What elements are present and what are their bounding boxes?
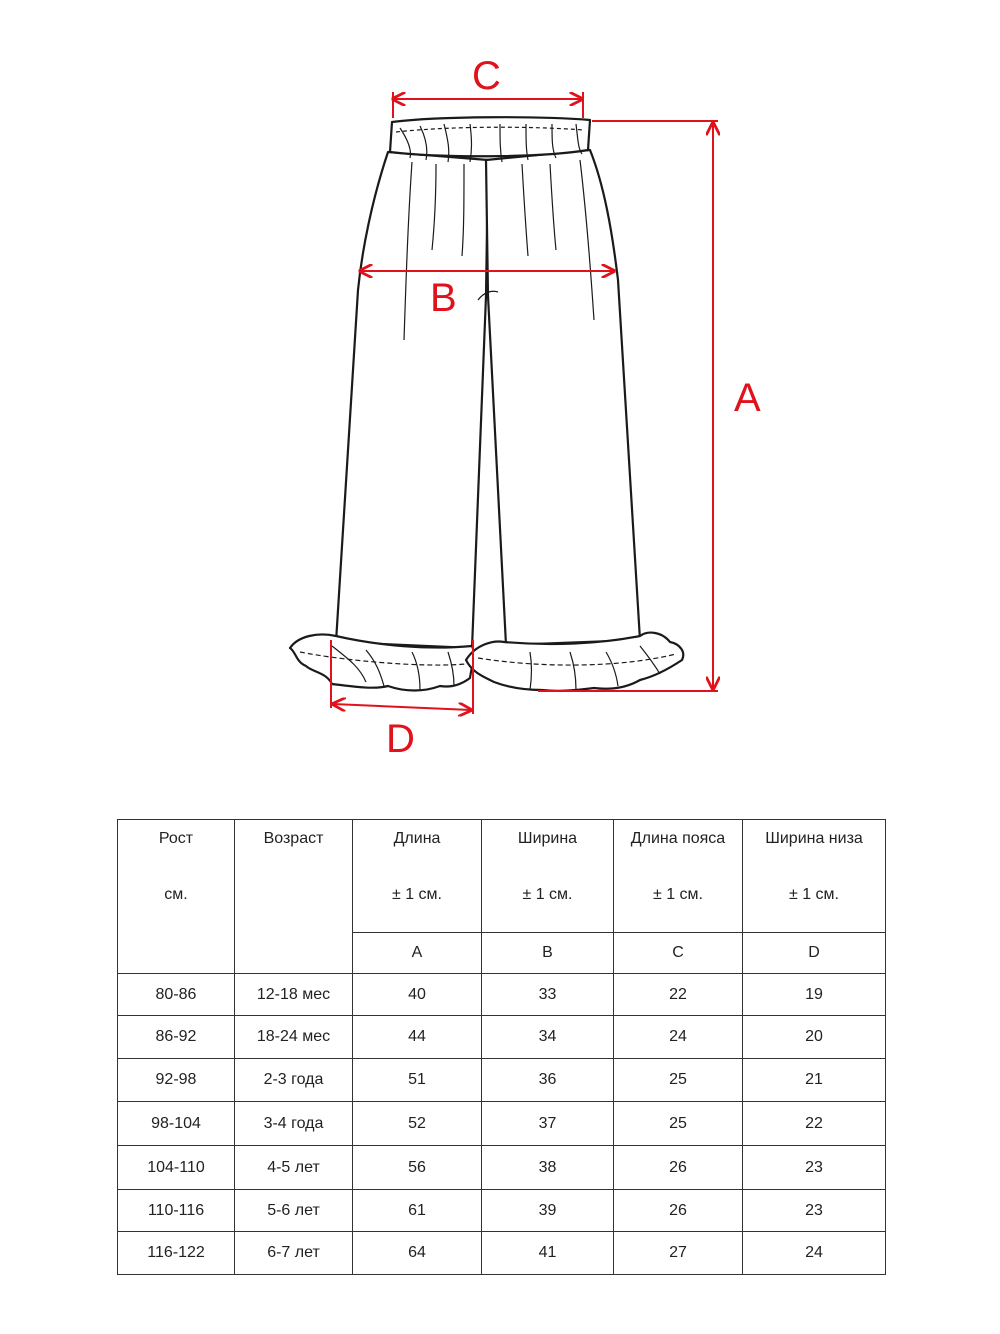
dimension-d-line [333, 704, 471, 710]
cell-height: 104-110 [118, 1146, 235, 1190]
cell-bottom-d: 23 [743, 1190, 886, 1232]
cell-bottom-d: 19 [743, 974, 886, 1016]
table-row [118, 1016, 886, 1059]
table-row [118, 974, 886, 1016]
cell-bottom-d: 21 [743, 1059, 886, 1102]
cell-age: 18-24 мес [235, 1016, 353, 1059]
cell-width-b: 39 [482, 1190, 614, 1232]
cell-bottom-d: 20 [743, 1016, 886, 1059]
cell-width-b: 36 [482, 1059, 614, 1102]
cell-length-a: 51 [353, 1059, 482, 1102]
cell-width-b: 37 [482, 1102, 614, 1146]
header-letter-a: A [353, 933, 482, 974]
header-letter-c: C [614, 933, 743, 974]
cell-height: 116-122 [118, 1232, 235, 1275]
cell-waist-c: 24 [614, 1016, 743, 1059]
cell-waist-c: 25 [614, 1059, 743, 1102]
table-header-row [118, 820, 886, 933]
cell-height: 110-116 [118, 1190, 235, 1232]
cell-height: 92-98 [118, 1059, 235, 1102]
cell-age: 12-18 мес [235, 974, 353, 1016]
cell-width-b: 38 [482, 1146, 614, 1190]
cell-waist-c: 22 [614, 974, 743, 1016]
header-age: Возраст [235, 820, 353, 974]
cell-age: 6-7 лет [235, 1232, 353, 1275]
cell-width-b: 41 [482, 1232, 614, 1275]
table-row [118, 1059, 886, 1102]
header-letter-d: D [743, 933, 886, 974]
cell-width-b: 34 [482, 1016, 614, 1059]
cell-age: 5-6 лет [235, 1190, 353, 1232]
cell-length-a: 56 [353, 1146, 482, 1190]
cell-waist-c: 27 [614, 1232, 743, 1275]
trousers-outline [290, 117, 683, 691]
header-letter-b: B [482, 933, 614, 974]
cell-waist-c: 25 [614, 1102, 743, 1146]
header-waist-length: Длина пояса ± 1 см. [614, 820, 743, 933]
cell-length-a: 52 [353, 1102, 482, 1146]
cell-bottom-d: 24 [743, 1232, 886, 1275]
table-body [118, 974, 886, 1275]
cell-width-b: 33 [482, 974, 614, 1016]
cell-waist-c: 26 [614, 1190, 743, 1232]
cell-age: 2-3 года [235, 1059, 353, 1102]
cell-length-a: 61 [353, 1190, 482, 1232]
header-height: Рост см. [118, 820, 235, 974]
cell-height: 80-86 [118, 974, 235, 1016]
cell-height: 98-104 [118, 1102, 235, 1146]
cell-age: 3-4 года [235, 1102, 353, 1146]
table-row [118, 1146, 886, 1190]
dimension-d-label: D [386, 717, 415, 761]
table-row [118, 1232, 886, 1275]
dimension-a-label: A [734, 376, 761, 420]
header-width: Ширина ± 1 см. [482, 820, 614, 933]
table-row [118, 1190, 886, 1232]
dimension-c-label: C [472, 54, 501, 98]
cell-length-a: 64 [353, 1232, 482, 1275]
cell-waist-c: 26 [614, 1146, 743, 1190]
dimension-b-label: B [430, 276, 457, 320]
cell-bottom-d: 23 [743, 1146, 886, 1190]
cell-height: 86-92 [118, 1016, 235, 1059]
table-row [118, 1102, 886, 1146]
cell-length-a: 40 [353, 974, 482, 1016]
header-bottom-width: Ширина низа ± 1 см. [743, 820, 886, 933]
header-length: Длина ± 1 см. [353, 820, 482, 933]
cell-bottom-d: 22 [743, 1102, 886, 1146]
cell-length-a: 44 [353, 1016, 482, 1059]
cell-age: 4-5 лет [235, 1146, 353, 1190]
size-chart-table [117, 819, 886, 1275]
